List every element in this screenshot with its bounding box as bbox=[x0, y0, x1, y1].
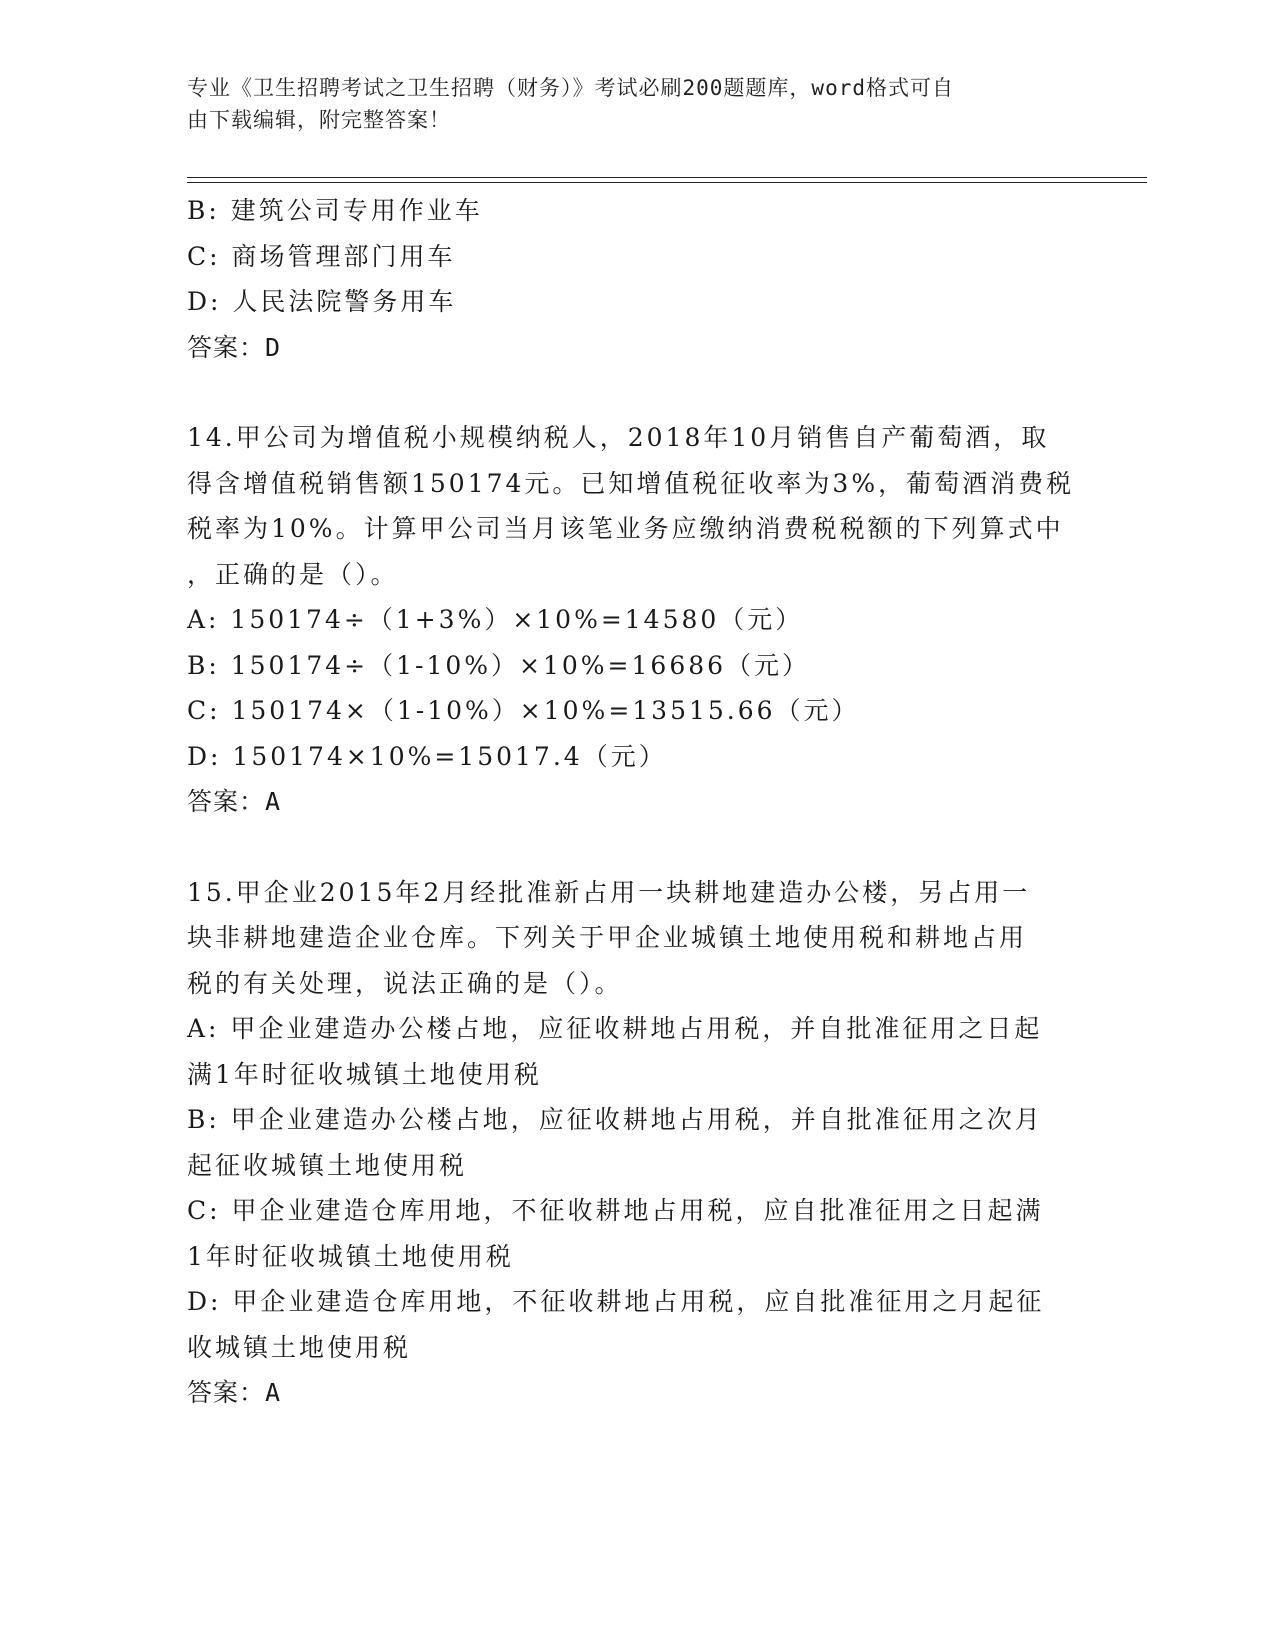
option-a: A: 甲企业建造办公楼占地，应征收耕地占用税，并自批准征用之日起 bbox=[187, 1014, 1043, 1043]
option-b: B: 150174÷（1-10%）×10%=16686（元） bbox=[187, 650, 811, 680]
question-15 bbox=[187, 870, 1087, 1416]
question-stem-line: 块非耕地建造企业仓库。下列关于甲企业城镇土地使用税和耕地占用 bbox=[187, 923, 1028, 952]
question-14 bbox=[187, 415, 1087, 825]
header-line-2: 由下载编辑，附完整答案！ bbox=[187, 108, 451, 132]
option-d: D: 150174×10%=15017.4（元） bbox=[187, 741, 667, 771]
answer-line: 答案：A bbox=[187, 787, 282, 816]
option-c: C: 商场管理部门用车 bbox=[187, 241, 456, 271]
question-13-tail bbox=[187, 188, 1087, 370]
option-a-continued: 满1年时征收城镇土地使用税 bbox=[187, 1059, 542, 1089]
option-b: B: 甲企业建造办公楼占地，应征收耕地占用税，并自批准征用之次月 bbox=[187, 1105, 1043, 1134]
question-stem-line: 税率为10%。计算甲公司当月该笔业务应缴纳消费税税额的下列算式中 bbox=[187, 514, 1064, 543]
option-d: D: 人民法院警务用车 bbox=[187, 287, 457, 316]
document-header bbox=[187, 72, 1067, 136]
header-divider-top bbox=[187, 177, 1147, 178]
spacer bbox=[187, 370, 1087, 415]
header-line-1: 专业《卫生招聘考试之卫生招聘（财务）》考试必刷200题题库，word格式可自 bbox=[187, 76, 954, 100]
spacer bbox=[187, 825, 1087, 870]
answer-line: 答案：D bbox=[187, 332, 282, 362]
option-d-continued: 收城镇土地使用税 bbox=[187, 1332, 412, 1362]
option-c: C: 150174×（1-10%）×10%=13515.66（元） bbox=[187, 696, 860, 725]
option-c-continued: 1年时征收城镇土地使用税 bbox=[187, 1241, 514, 1271]
question-stem-line: 15.甲企业2015年2月经批准新占用一块耕地建造办公楼，另占用一 bbox=[187, 877, 1031, 907]
question-stem-line: 14.甲公司为增值税小规模纳税人，2018年10月销售自产葡萄酒，取 bbox=[187, 423, 1050, 452]
option-a: A: 150174÷（1+3%）×10%=14580（元） bbox=[187, 605, 804, 634]
document-body bbox=[187, 188, 1087, 1416]
option-d: D: 甲企业建造仓库用地，不征收耕地占用税，应自批准征用之月起征 bbox=[187, 1287, 1045, 1316]
header-divider-bottom bbox=[187, 182, 1147, 183]
answer-line: 答案：A bbox=[187, 1378, 282, 1407]
option-b: B: 建筑公司专用作业车 bbox=[187, 196, 483, 225]
option-b-continued: 起征收城镇土地使用税 bbox=[187, 1150, 468, 1180]
option-c: C: 甲企业建造仓库用地，不征收耕地占用税，应自批准征用之日起满 bbox=[187, 1196, 1044, 1225]
question-stem-line: ，正确的是（）。 bbox=[187, 559, 399, 589]
question-stem-line: 得含增值税销售额150174元。已知增值税征收率为3%，葡萄酒消费税 bbox=[187, 468, 1075, 498]
question-stem-line: 税的有关处理，说法正确的是（）。 bbox=[187, 968, 623, 998]
